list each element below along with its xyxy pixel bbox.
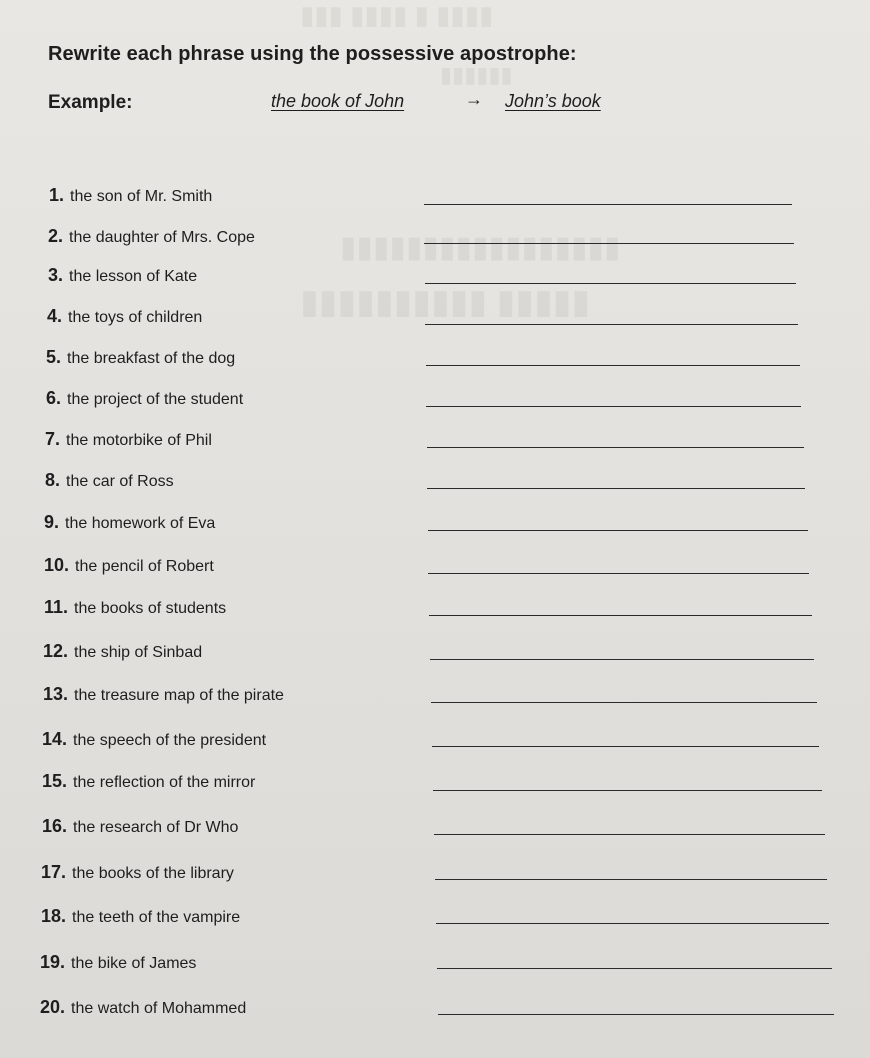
example-label: Example: (48, 92, 133, 113)
item-phrase: the research of Dr Who (73, 819, 239, 836)
exercise-item (40, 997, 246, 1018)
item-phrase: the lesson of Kate (69, 268, 198, 285)
exercise-item (45, 429, 212, 450)
item-number: 6. (46, 388, 62, 408)
example-phrase: the book of John (271, 91, 405, 111)
exercise-item (43, 684, 284, 705)
item-phrase: the ship of Sinbad (74, 644, 203, 661)
item-phrase: the homework of Eva (65, 515, 216, 532)
item-number: 13. (43, 684, 69, 704)
arrow-icon: → (465, 89, 483, 109)
page-title: Rewrite each phrase using the possessive apostrophe: (48, 43, 577, 65)
item-number: 1. (49, 185, 65, 205)
exercise-item (44, 512, 215, 533)
item-number: 11. (44, 597, 69, 617)
item-number: 5. (46, 347, 62, 367)
answer-line[interactable] (437, 968, 832, 969)
exercise-item (47, 306, 202, 327)
item-number: 19. (40, 952, 66, 972)
item-phrase: the teeth of the vampire (72, 909, 241, 926)
item-number: 17. (41, 862, 67, 882)
item-number: 4. (47, 306, 63, 326)
item-number: 15. (42, 771, 68, 791)
answer-line[interactable] (435, 879, 827, 880)
answer-line[interactable] (434, 834, 825, 835)
item-number: 18. (41, 906, 67, 926)
show-through-texture: ▮▮▮▮▮▮ (440, 62, 513, 87)
answer-line[interactable] (429, 615, 812, 616)
exercise-item (48, 226, 255, 247)
answer-line[interactable] (425, 283, 796, 284)
item-number: 16. (42, 816, 68, 836)
answer-line[interactable] (428, 530, 808, 531)
item-number: 12. (43, 641, 69, 661)
item-phrase: the bike of James (71, 955, 197, 972)
exercise-item (41, 906, 240, 927)
exercise-item (46, 388, 243, 409)
answer-line[interactable] (427, 488, 805, 489)
exercise-item (42, 816, 238, 837)
item-phrase: the books of students (74, 600, 227, 617)
item-phrase: the motorbike of Phil (66, 432, 212, 449)
item-number: 9. (44, 512, 60, 532)
exercise-item (41, 862, 234, 883)
exercise-item (46, 347, 235, 368)
item-phrase: the daughter of Mrs. Cope (69, 229, 255, 246)
item-phrase: the pencil of Robert (75, 558, 214, 575)
answer-line[interactable] (431, 702, 817, 703)
item-phrase: the project of the student (67, 391, 244, 408)
item-phrase: the toys of children (68, 309, 203, 326)
example-answer: John’s book (505, 91, 601, 111)
answer-line[interactable] (425, 324, 798, 325)
item-number: 20. (40, 997, 66, 1017)
exercise-item (49, 185, 212, 206)
item-phrase: the watch of Mohammed (71, 1000, 247, 1017)
item-phrase: the breakfast of the dog (67, 350, 236, 367)
answer-line[interactable] (432, 746, 819, 747)
item-phrase: the son of Mr. Smith (70, 188, 213, 205)
item-phrase: the treasure map of the pirate (74, 687, 284, 704)
exercise-item (48, 265, 197, 286)
exercise-item (43, 641, 202, 662)
exercise-item (40, 952, 196, 973)
answer-line[interactable] (438, 1014, 834, 1015)
answer-line[interactable] (426, 406, 801, 407)
answer-line[interactable] (424, 204, 792, 205)
show-through-texture: ▮▮▮▮▮▮▮▮▮▮▮▮▮▮▮▮▮ (340, 231, 621, 264)
exercise-item (42, 729, 266, 750)
answer-line[interactable] (424, 243, 794, 244)
item-number: 14. (42, 729, 68, 749)
exercise-item (42, 771, 255, 792)
show-through-texture: ▮▮▮▮▮ ▮▮▮▮▮▮▮▮▮▮ (300, 283, 591, 321)
answer-line[interactable] (433, 790, 822, 791)
item-phrase: the car of Ross (66, 473, 174, 490)
exercise-item (44, 597, 226, 618)
answer-line[interactable] (428, 573, 809, 574)
item-phrase: the speech of the president (73, 732, 267, 749)
item-phrase: the reflection of the mirror (73, 774, 256, 791)
show-through-texture: ▮▮▮▮ ▮ ▮▮▮▮ ▮▮▮ (300, 0, 494, 30)
exercise-item (45, 470, 174, 491)
item-number: 10. (44, 555, 70, 575)
item-number: 3. (48, 265, 64, 285)
item-number: 8. (45, 470, 61, 490)
item-number: 7. (45, 429, 61, 449)
exercise-item (44, 555, 214, 576)
answer-line[interactable] (426, 365, 800, 366)
item-phrase: the books of the library (72, 865, 234, 882)
answer-line[interactable] (427, 447, 804, 448)
answer-line[interactable] (430, 659, 814, 660)
answer-line[interactable] (436, 923, 829, 924)
item-number: 2. (48, 226, 64, 246)
